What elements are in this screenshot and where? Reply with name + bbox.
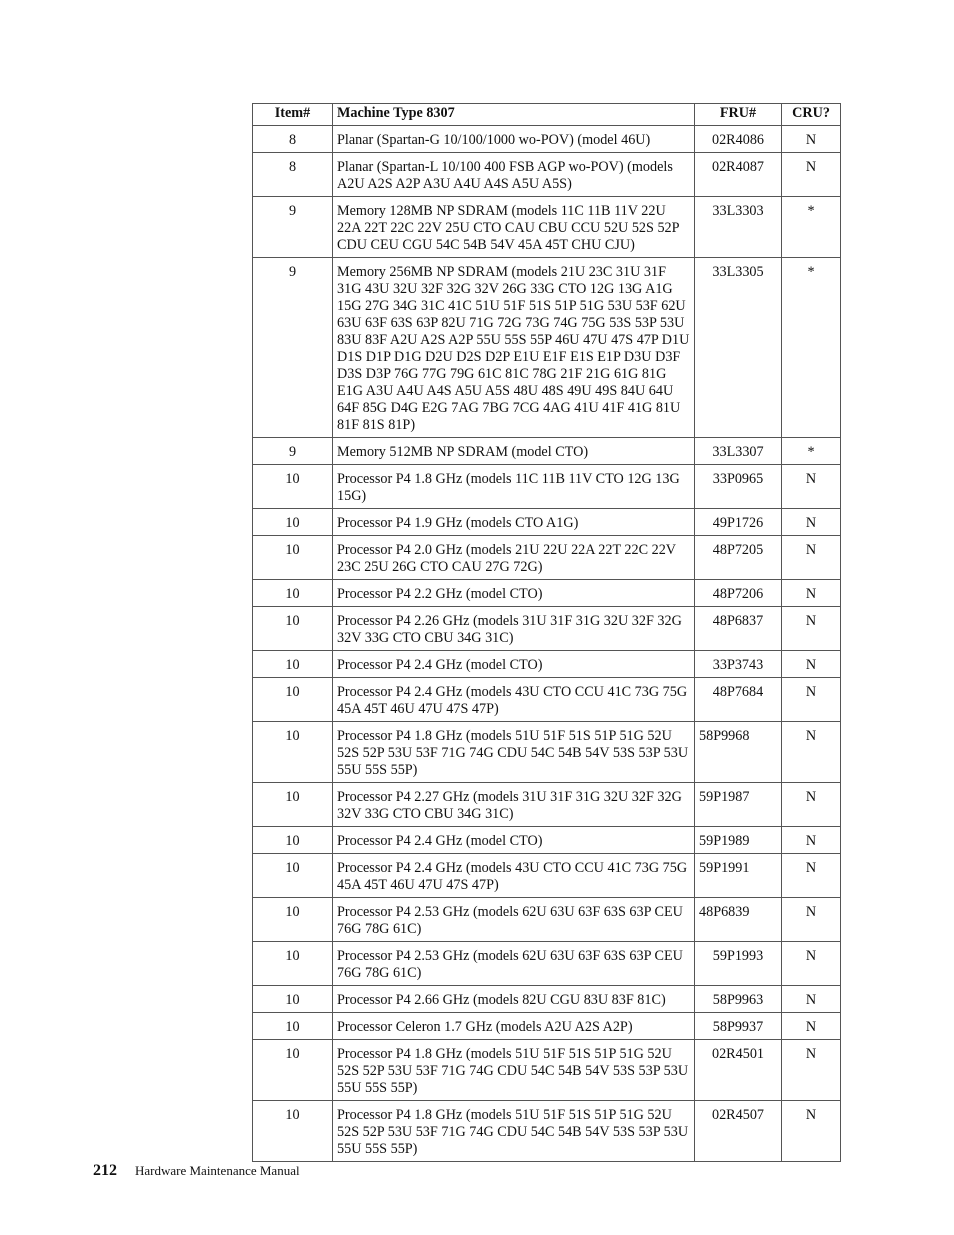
fru-number-cell: 33L3307 [695, 438, 782, 465]
table-row [253, 580, 841, 607]
fru-number-cell: 58P9963 [695, 986, 782, 1013]
description-cell: Processor P4 2.4 GHz (models 43U CTO CCU 41C 73G 75G 45A 45T 46U 47U 47S 47P) [333, 854, 695, 898]
description-cell: Processor P4 1.8 GHz (models 11C 11B 11V CTO 12G 13G 15G) [333, 465, 695, 509]
fru-number-cell: 58P9937 [695, 1013, 782, 1040]
description-cell: Memory 512MB NP SDRAM (model CTO) [333, 438, 695, 465]
table-row [253, 827, 841, 854]
fru-number-cell: 48P6837 [695, 607, 782, 651]
cru-cell: * [782, 438, 841, 465]
fru-number-cell: 02R4087 [695, 153, 782, 197]
description-cell: Memory 128MB NP SDRAM (models 11C 11B 11V 22U 22A 22T 22C 22V 25U CTO CAU CBU CCU 52U 52S 52P CDU CEU CGU 54C 54B 54V 45A 45T CHU CJU) [333, 197, 695, 258]
description-cell: Processor P4 1.8 GHz (models 51U 51F 51S 51P 51G 52U 52S 52P 53U 53F 71G 74G CDU 54C 54B 54V 53S 53P 53U 55U 55S 55P) [333, 1101, 695, 1162]
table-row [253, 438, 841, 465]
item-number-cell: 10 [253, 536, 333, 580]
description-cell: Planar (Spartan-G 10/100/1000 wo-POV) (model 46U) [333, 126, 695, 153]
fru-number-cell: 59P1991 [695, 854, 782, 898]
description-cell: Processor P4 1.8 GHz (models 51U 51F 51S 51P 51G 52U 52S 52P 53U 53F 71G 74G CDU 54C 54B 54V 53S 53P 53U 55U 55S 55P) [333, 1040, 695, 1101]
description-cell: Processor P4 2.0 GHz (models 21U 22U 22A 22T 22C 22V 23C 25U 26G CTO CAU 27G 72G) [333, 536, 695, 580]
item-number-cell: 10 [253, 465, 333, 509]
description-cell: Processor P4 2.26 GHz (models 31U 31F 31G 32U 32F 32G 32V 33G CTO CBU 34G 31C) [333, 607, 695, 651]
table-row [253, 509, 841, 536]
description-cell: Processor P4 2.53 GHz (models 62U 63U 63F 63S 63P CEU 76G 78G 61C) [333, 942, 695, 986]
table-row [253, 1013, 841, 1040]
header-fru: FRU# [695, 104, 782, 126]
fru-number-cell: 48P7206 [695, 580, 782, 607]
cru-cell: N [782, 536, 841, 580]
item-number-cell: 10 [253, 722, 333, 783]
item-number-cell: 10 [253, 509, 333, 536]
item-number-cell: 10 [253, 1013, 333, 1040]
table-row [253, 536, 841, 580]
fru-number-cell: 33P3743 [695, 651, 782, 678]
table-row [253, 1101, 841, 1162]
item-number-cell: 10 [253, 827, 333, 854]
item-number-cell: 8 [253, 153, 333, 197]
fru-number-cell: 59P1989 [695, 827, 782, 854]
header-machine-type: Machine Type 8307 [333, 104, 695, 126]
cru-cell: N [782, 854, 841, 898]
parts-table-header [253, 104, 841, 126]
table-row [253, 1040, 841, 1101]
header-row [253, 104, 841, 126]
fru-number-cell: 48P6839 [695, 898, 782, 942]
description-cell: Processor P4 2.2 GHz (model CTO) [333, 580, 695, 607]
table-row [253, 854, 841, 898]
fru-number-cell: 02R4086 [695, 126, 782, 153]
table-row [253, 722, 841, 783]
cru-cell: N [782, 651, 841, 678]
description-cell: Processor Celeron 1.7 GHz (models A2U A2S A2P) [333, 1013, 695, 1040]
item-number-cell: 10 [253, 580, 333, 607]
cru-cell: N [782, 509, 841, 536]
fru-number-cell: 49P1726 [695, 509, 782, 536]
fru-number-cell: 33L3303 [695, 197, 782, 258]
cru-cell: N [782, 942, 841, 986]
cru-cell: * [782, 197, 841, 258]
item-number-cell: 10 [253, 986, 333, 1013]
item-number-cell: 9 [253, 438, 333, 465]
item-number-cell: 10 [253, 783, 333, 827]
table-row [253, 783, 841, 827]
description-cell: Processor P4 2.27 GHz (models 31U 31F 31G 32U 32F 32G 32V 33G CTO CBU 34G 31C) [333, 783, 695, 827]
item-number-cell: 8 [253, 126, 333, 153]
cru-cell: N [782, 607, 841, 651]
cru-cell: N [782, 678, 841, 722]
table-row [253, 153, 841, 197]
description-cell: Processor P4 2.4 GHz (model CTO) [333, 651, 695, 678]
header-item: Item# [253, 104, 333, 126]
item-number-cell: 9 [253, 197, 333, 258]
fru-number-cell: 58P9968 [695, 722, 782, 783]
item-number-cell: 10 [253, 898, 333, 942]
cru-cell: N [782, 1101, 841, 1162]
fru-number-cell: 48P7205 [695, 536, 782, 580]
table-row [253, 126, 841, 153]
table-row [253, 942, 841, 986]
cru-cell: * [782, 258, 841, 438]
table-row [253, 898, 841, 942]
table-row [253, 465, 841, 509]
cru-cell: N [782, 580, 841, 607]
description-cell: Processor P4 2.53 GHz (models 62U 63U 63F 63S 63P CEU 76G 78G 61C) [333, 898, 695, 942]
table-row [253, 651, 841, 678]
item-number-cell: 10 [253, 1101, 333, 1162]
description-cell: Planar (Spartan-L 10/100 400 FSB AGP wo-POV) (models A2U A2S A2P A3U A4U A4S A5U A5S) [333, 153, 695, 197]
item-number-cell: 10 [253, 678, 333, 722]
parts-table [252, 103, 841, 1162]
fru-number-cell: 48P7684 [695, 678, 782, 722]
item-number-cell: 10 [253, 854, 333, 898]
description-cell: Processor P4 2.66 GHz (models 82U CGU 83U 83F 81C) [333, 986, 695, 1013]
parts-table-body [253, 126, 841, 1162]
table-row [253, 986, 841, 1013]
item-number-cell: 10 [253, 1040, 333, 1101]
table-row [253, 678, 841, 722]
cru-cell: N [782, 722, 841, 783]
cru-cell: N [782, 898, 841, 942]
table-row [253, 607, 841, 651]
description-cell: Memory 256MB NP SDRAM (models 21U 23C 31U 31F 31G 43U 32U 32F 32G 32V 26G 33G CTO 12G 13G A1G 15G 27G 34G 31C 41C 51U 51F 51S 51P 51G 53U 53F 62U 63U 63F 63S 63P 82U 71G 72G 73G 74G 75G 53S 53P 53U 83U 83F A2U A2S A2P 55U 55S 55P 46U 47U 47S 47P D1U D1S D1P D1G D2U D2S D2P E1U E1F E1S E1P D3U D3F D3S D3P 76G 77G 79G 61C 81C 78G 21F 21G 61G 81G E1G A3U A4U A4S A5U A5S 48U 48S 49U 49S 84U 64U 64F 85G D4G E2G 7AG 7BG 7CG 4AG 41U 41F 41G 81U 81F 81S 81P) [333, 258, 695, 438]
cru-cell: N [782, 783, 841, 827]
cru-cell: N [782, 126, 841, 153]
description-cell: Processor P4 2.4 GHz (model CTO) [333, 827, 695, 854]
fru-number-cell: 59P1987 [695, 783, 782, 827]
page-number: 212 [93, 1162, 117, 1179]
table-row [253, 197, 841, 258]
fru-number-cell: 59P1993 [695, 942, 782, 986]
item-number-cell: 10 [253, 942, 333, 986]
page-footer [93, 1162, 300, 1180]
footer-title: Hardware Maintenance Manual [135, 1163, 300, 1178]
item-number-cell: 10 [253, 607, 333, 651]
fru-number-cell: 33L3305 [695, 258, 782, 438]
item-number-cell: 10 [253, 651, 333, 678]
cru-cell: N [782, 465, 841, 509]
item-number-cell: 9 [253, 258, 333, 438]
description-cell: Processor P4 1.9 GHz (models CTO A1G) [333, 509, 695, 536]
cru-cell: N [782, 986, 841, 1013]
description-cell: Processor P4 2.4 GHz (models 43U CTO CCU 41C 73G 75G 45A 45T 46U 47U 47S 47P) [333, 678, 695, 722]
fru-number-cell: 02R4501 [695, 1040, 782, 1101]
table-row [253, 258, 841, 438]
cru-cell: N [782, 1013, 841, 1040]
description-cell: Processor P4 1.8 GHz (models 51U 51F 51S 51P 51G 52U 52S 52P 53U 53F 71G 74G CDU 54C 54B 54V 53S 53P 53U 55U 55S 55P) [333, 722, 695, 783]
cru-cell: N [782, 153, 841, 197]
cru-cell: N [782, 827, 841, 854]
fru-number-cell: 02R4507 [695, 1101, 782, 1162]
fru-number-cell: 33P0965 [695, 465, 782, 509]
header-cru: CRU? [782, 104, 841, 126]
cru-cell: N [782, 1040, 841, 1101]
